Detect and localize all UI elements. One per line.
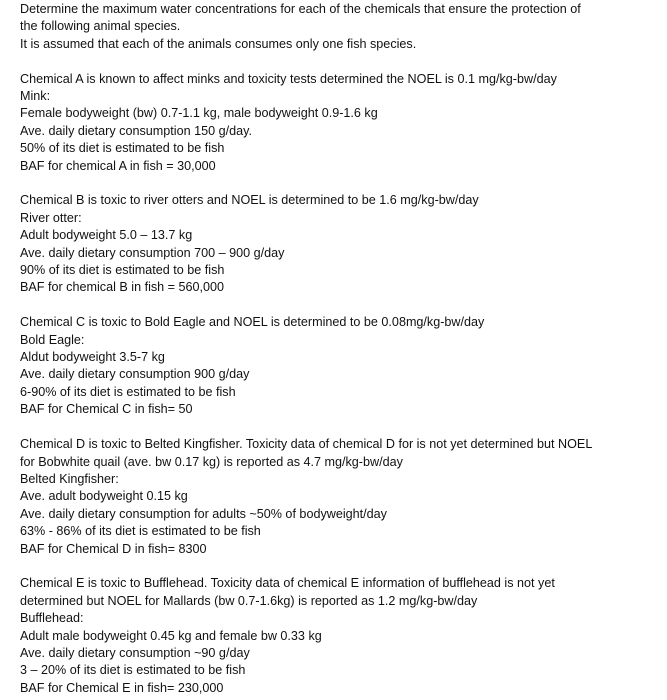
chemical-d-noel: Chemical D is toxic to Belted Kingfisher. Toxicity data of chemical D for is not yet determined but NOEL xyxy=(20,437,593,452)
consumption-line: Ave. daily dietary consumption 150 g/day. xyxy=(20,123,252,138)
species-heading: Bold Eagle: xyxy=(20,332,85,347)
paragraph-gap xyxy=(20,419,659,436)
bodyweight-line: Ave. adult bodyweight 0.15 kg xyxy=(20,489,188,504)
intro-line: the following animal species. xyxy=(20,19,181,34)
consumption-line: Ave. daily dietary consumption 900 g/day xyxy=(20,367,250,382)
baf-line: BAF for chemical B in fish = 560,000 xyxy=(20,280,225,295)
diet-fraction-line: 63% - 86% of its diet is estimated to be fish xyxy=(20,524,261,539)
chemical-e-section xyxy=(20,575,659,697)
chemical-d-section xyxy=(20,436,659,558)
surrogate-noel-line: for Bobwhite quail (ave. bw 0.17 kg) is reported as 4.7 mg/kg-bw/day xyxy=(20,454,403,469)
chemical-c-noel: Chemical C is toxic to Bold Eagle and NOEL is determined to be 0.08mg/kg-bw/day xyxy=(20,315,485,330)
paragraph-gap xyxy=(20,297,659,314)
intro-line: Determine the maximum water concentrations for each of the chemicals that ensure the protection of xyxy=(20,2,581,16)
paragraph-gap xyxy=(20,53,659,70)
consumption-line: Ave. daily dietary consumption for adults ~50% of bodyweight/day xyxy=(20,506,387,521)
consumption-line: Ave. daily dietary consumption ~90 g/day xyxy=(20,645,250,660)
chemical-e-noel: Chemical E is toxic to Bufflehead. Toxicity data of chemical E information of bufflehead is not yet xyxy=(20,576,555,591)
chemical-b-section xyxy=(20,192,659,296)
species-heading: Mink: xyxy=(20,89,51,104)
intro-line: It is assumed that each of the animals consumes only one fish species. xyxy=(20,36,417,51)
bodyweight-line: Adult bodyweight 5.0 – 13.7 kg xyxy=(20,228,193,243)
baf-line: BAF for Chemical E in fish= 230,000 xyxy=(20,680,224,695)
bodyweight-line: Female bodyweight (bw) 0.7-1.1 kg, male bodyweight 0.9-1.6 kg xyxy=(20,106,378,121)
species-heading: Bufflehead: xyxy=(20,611,84,626)
surrogate-noel-line: determined but NOEL for Mallards (bw 0.7-1.6kg) is reported as 1.2 mg/kg-bw/day xyxy=(20,593,478,608)
baf-line: BAF for chemical A in fish = 30,000 xyxy=(20,158,216,173)
chemical-c-section xyxy=(20,314,659,418)
species-heading: Belted Kingfisher: xyxy=(20,471,119,486)
bodyweight-line: Aldut bodyweight 3.5-7 kg xyxy=(20,350,165,365)
bodyweight-line: Adult male bodyweight 0.45 kg and female bw 0.33 kg xyxy=(20,628,322,643)
consumption-line: Ave. daily dietary consumption 700 – 900 g/day xyxy=(20,245,285,260)
diet-fraction-line: 90% of its diet is estimated to be fish xyxy=(20,263,225,278)
species-heading: River otter: xyxy=(20,210,82,225)
diet-fraction-line: 6-90% of its diet is estimated to be fish xyxy=(20,384,236,399)
paragraph-gap xyxy=(20,558,659,575)
baf-line: BAF for Chemical C in fish= 50 xyxy=(20,402,193,417)
diet-fraction-line: 3 – 20% of its diet is estimated to be fish xyxy=(20,663,246,678)
baf-line: BAF for Chemical D in fish= 8300 xyxy=(20,541,207,556)
chemical-a-section xyxy=(20,71,659,175)
intro-paragraph xyxy=(20,1,659,53)
chemical-a-noel: Chemical A is known to affect minks and toxicity tests determined the NOEL is 0.1 mg/kg-bw/day xyxy=(20,71,557,86)
chemical-b-noel: Chemical B is toxic to river otters and NOEL is determined to be 1.6 mg/kg-bw/day xyxy=(20,193,479,208)
paragraph-gap xyxy=(20,175,659,192)
diet-fraction-line: 50% of its diet is estimated to be fish xyxy=(20,141,225,156)
